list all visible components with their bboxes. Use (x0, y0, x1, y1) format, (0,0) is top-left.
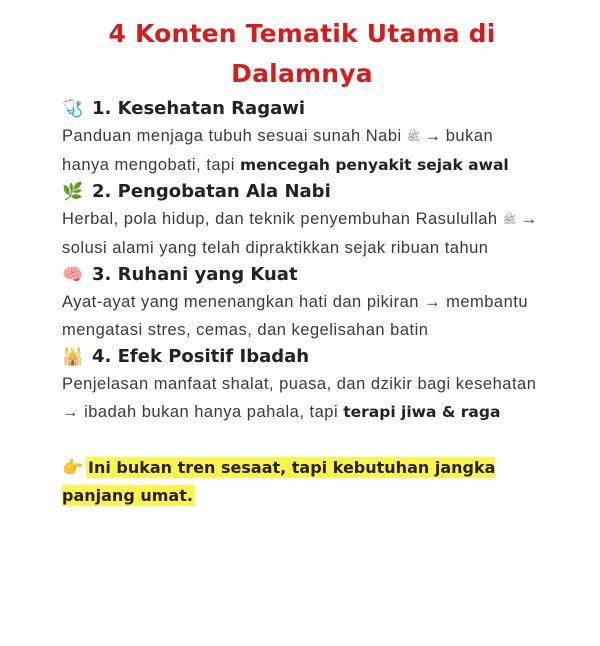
article (62, 14, 542, 525)
section-heading (62, 344, 542, 370)
section-heading (62, 262, 542, 288)
section-efek-positif-ibadah (62, 344, 542, 426)
section-heading-text: 2. Pengobatan Ala Nabi (92, 181, 331, 202)
herb-icon: 🌿 (62, 182, 84, 202)
section-bold-text: terapi jiwa & raga (343, 403, 501, 421)
section-text-continued: → solusi alami yang telah dipraktikkan sejak ribuan tahun (62, 210, 538, 257)
section-body (62, 205, 542, 262)
section-text: Penjelasan manfaat shalat, puasa, dan dzikir bagi kesehatan → ibadah bukan hanya pahala, tapi (62, 375, 537, 421)
pointing-hand-icon: 👉 (62, 458, 84, 478)
section-heading-text: 4. Efek Positif Ibadah (92, 346, 310, 367)
callout (62, 454, 542, 509)
section-body (62, 370, 542, 426)
section-bold-text: mencegah penyakit sejak awal (239, 156, 509, 174)
section-pengobatan-ala-nabi (62, 179, 542, 262)
section-heading (62, 179, 542, 205)
mosque-icon: 🕌 (62, 347, 84, 367)
section-text-continued: → bukan hanya mengobati, tapi (62, 127, 494, 174)
section-heading-text: 1. Kesehatan Ragawi (92, 98, 306, 119)
section-body (62, 122, 542, 179)
section-heading-text: 3. Ruhani yang Kuat (92, 264, 298, 285)
section-text: Herbal, pola hidup, dan teknik penyembuhan Rasulullah (62, 210, 503, 228)
section-ruhani-yang-kuat (62, 262, 542, 344)
section-heading (62, 96, 542, 122)
stethoscope-icon: 🩺 (62, 99, 84, 119)
section-body: Ayat-ayat yang menenangkan hati dan pikiran → membantu mengatasi stres, cemas, dan kegelisahan batin (62, 293, 529, 339)
page-title: 4 Konten Tematik Utama di Dalamnya (108, 19, 496, 88)
honorific-symbol: ﷺ (406, 131, 421, 143)
brain-icon: 🧠 (62, 265, 84, 285)
honorific-symbol: ﷺ (502, 214, 516, 226)
section-kesehatan-ragawi (62, 96, 542, 179)
callout-highlight-text: Ini bukan tren sesaat, tapi kebutuhan jangka panjang umat. (62, 458, 496, 505)
section-text: Panduan menjaga tubuh sesuai sunah Nabi (62, 127, 407, 145)
